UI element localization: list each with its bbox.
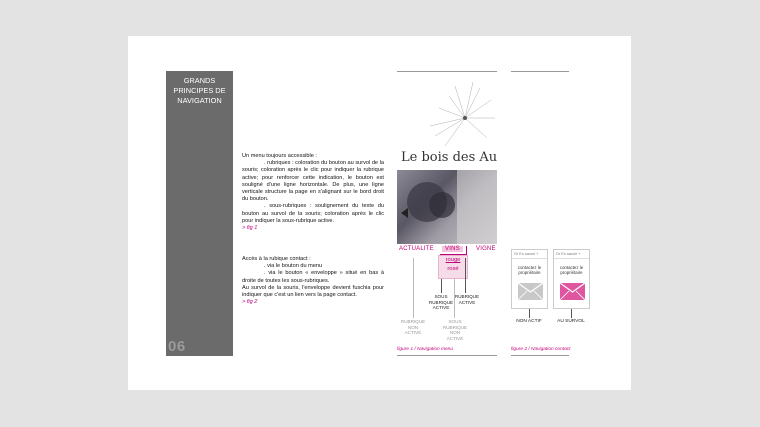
body-block-contact [242, 256, 384, 306]
figure-reference: > fig 1 [242, 225, 258, 232]
label-rubrique-active: RUBRIQUE ACTIVE [454, 294, 480, 305]
card-text: contactez le propriétaire [559, 265, 584, 276]
callout-line [465, 258, 466, 293]
header-photo [397, 170, 497, 244]
figure-caption: figure 1 / Navigation menu [397, 347, 453, 352]
menu-item-vins[interactable]: VINS [442, 246, 463, 252]
rule-line [397, 355, 497, 356]
card-header: Or En savoir + [554, 250, 589, 259]
paragraph: Accès à la rubique contact : [242, 256, 311, 262]
submenu-item-rose[interactable]: rosé [447, 266, 459, 272]
site-logo: Le bois des Au [401, 150, 497, 165]
envelope-icon[interactable] [560, 283, 585, 300]
paragraph: . rubriques : coloration du bouton au survol de la souris; coloration après le clic pour indiquer la rubrique active; pour renforcer cette indication, le bouton est souligné d'une ligne horizontale. De plus, une ligne verticale structure la page en s'alignant sur le bord droit du bouton. [242, 160, 384, 203]
callout-line [413, 258, 414, 318]
paragraph: Un menu toujours accessible : [242, 153, 317, 159]
menu-item-vigne[interactable]: VIGNE [476, 246, 496, 252]
callout-line [571, 309, 572, 318]
contact-card-hover [553, 249, 590, 309]
menu-item-actualite[interactable]: ACTUALITE [399, 246, 434, 252]
submenu-item-rouge[interactable]: rouge [445, 257, 461, 263]
paragraph: Au survol de la souris, l'enveloppe devient fuschia pour indiquer que c'est un lien vers la page contact. [242, 284, 384, 299]
label-sous-rubrique-active: SOUS RUBRIQUE ACTIVE [428, 294, 454, 311]
label-au-survol: AU SURVOL [557, 319, 585, 324]
envelope-icon[interactable] [518, 283, 543, 300]
rule-line [511, 355, 569, 356]
paragraph: . via le bouton du menu [264, 263, 323, 270]
section-sidebar [166, 71, 233, 356]
section-title-line: PRINCIPES DE [173, 86, 226, 95]
figure-reference: > fig 2 [242, 299, 258, 306]
section-title-line: NAVIGATION [177, 96, 222, 105]
paragraph: . via le bouton « enveloppe » situé en bas à droite de toutes les sous-rubriques. [242, 270, 384, 284]
contact-card-inactive [511, 249, 548, 309]
body-block-menu [242, 153, 384, 232]
callout-line [441, 279, 442, 293]
card-text: contactez le propriétaire [517, 265, 542, 276]
arrow-left-icon[interactable] [401, 208, 408, 218]
label-sous-rubrique-non-active: SOUS RUBRIQUE NON ACTIVE [442, 319, 468, 341]
label-rubrique-non-active: RUBRIQUE NON ACTIVE [400, 319, 426, 336]
callout-line [529, 309, 530, 318]
dandelion-sketch [425, 78, 497, 150]
label-non-actif: NON ACTIF [516, 319, 542, 324]
card-header: Or En savoir + [512, 250, 547, 259]
section-title [166, 76, 233, 106]
submenu [438, 255, 468, 279]
rule-line [511, 71, 569, 72]
section-title-line: GRANDS [183, 76, 216, 85]
paragraph: . sous-rubriques : soulignement du texte du bouton au survol de la souris; coloration après le clic pour indiquer la sous-rubrique active. [242, 203, 384, 224]
page-number: 06 [168, 338, 186, 355]
rule-line [397, 71, 497, 72]
figure-caption: figure 2 / Navigation contact [511, 347, 571, 352]
